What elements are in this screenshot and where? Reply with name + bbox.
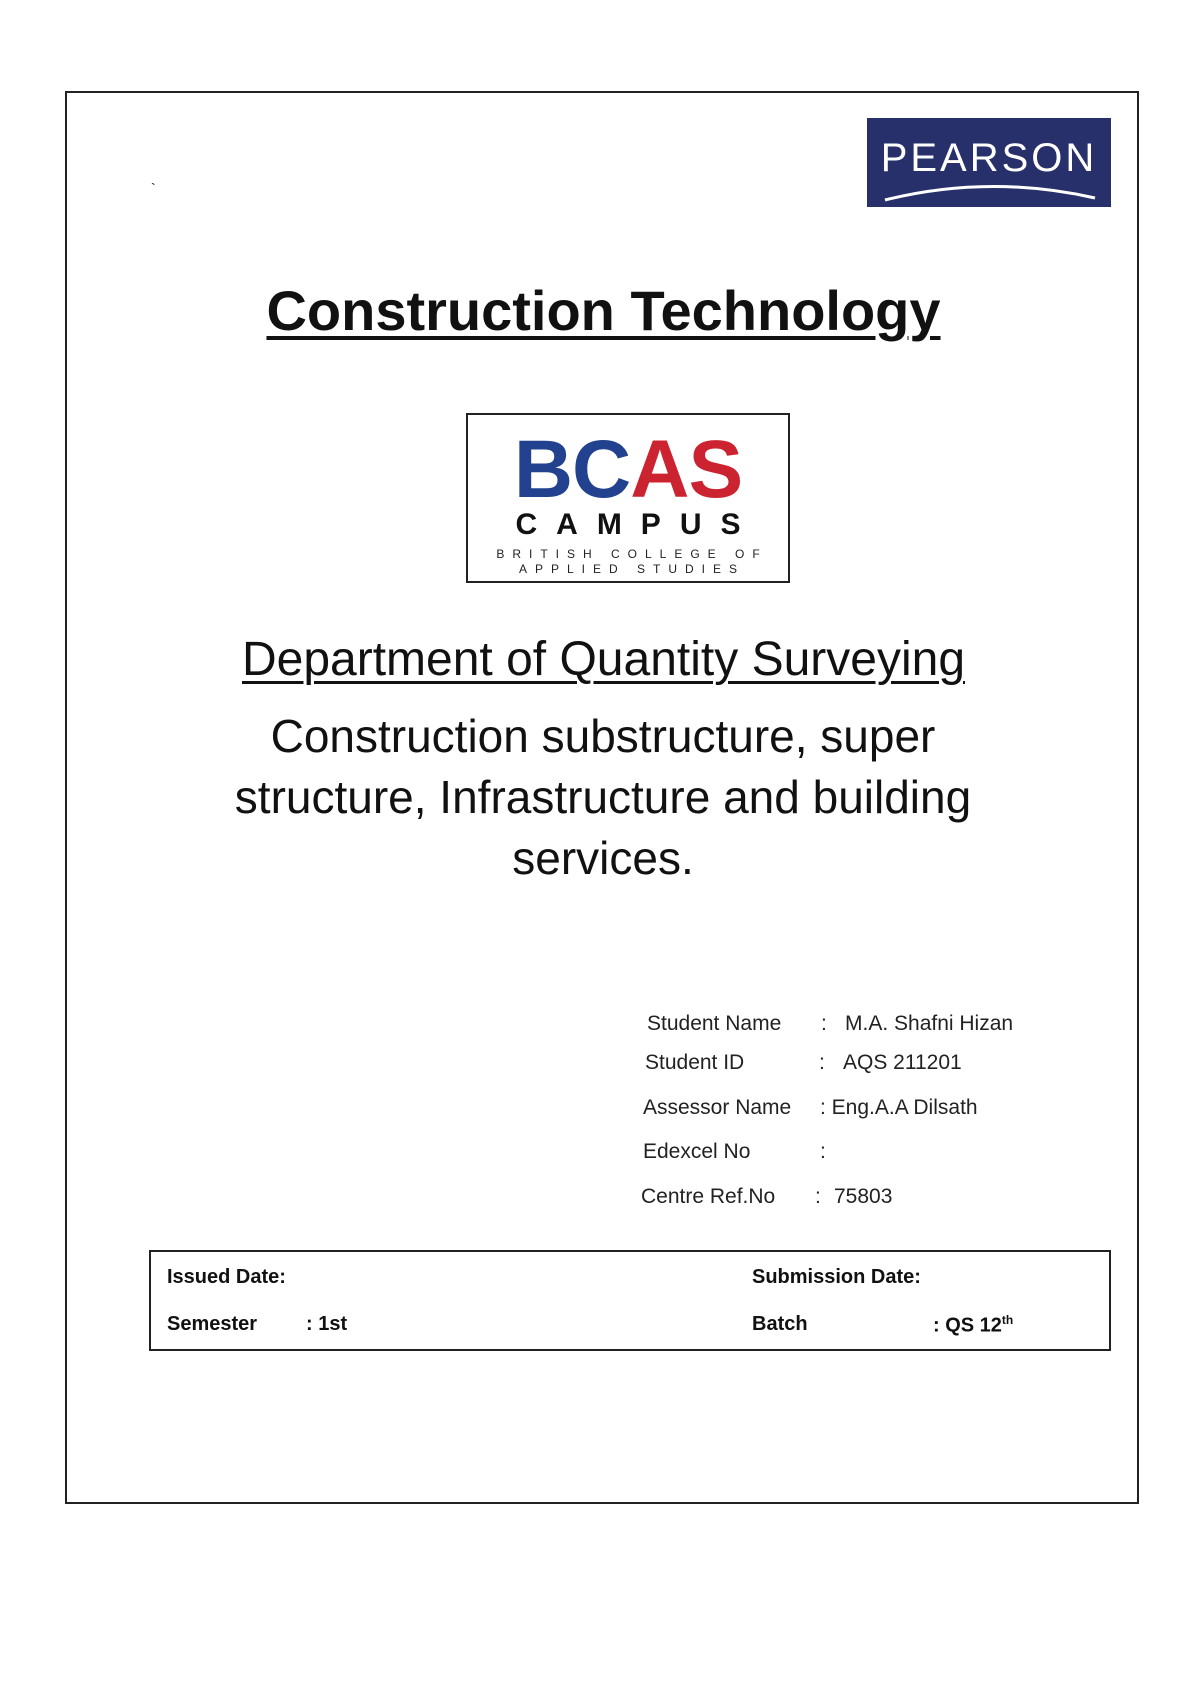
student-id-label: Student ID — [645, 1051, 745, 1074]
pearson-logo-text: PEARSON — [880, 136, 1098, 180]
student-name-value: M.A. Shafni Hizan — [845, 1012, 1014, 1035]
batch-label: Batch — [752, 1313, 808, 1335]
submission-date-label: Submission Date: — [752, 1266, 921, 1288]
edexcel-no-separator: : — [820, 1140, 826, 1163]
batch-superscript: th — [1001, 1313, 1014, 1327]
student-id-value: AQS 211201 — [843, 1051, 962, 1074]
issued-date-label: Issued Date: — [167, 1266, 286, 1288]
bcas-campus-logo — [466, 413, 790, 583]
semester-value: : 1st — [306, 1313, 348, 1335]
department-title: Department of Quantity Surveying — [241, 633, 966, 686]
pearson-swoosh-icon — [867, 118, 1111, 207]
dates-box — [149, 1250, 1111, 1351]
bcas-logo-word: BCAS — [513, 424, 743, 515]
student-id-separator: : — [819, 1051, 825, 1074]
edexcel-no-label: Edexcel No — [643, 1140, 751, 1163]
pearson-logo — [867, 118, 1111, 207]
centre-ref-value: 75803 — [834, 1185, 893, 1208]
bcas-logo-line1: BRITISH COLLEGE OF — [496, 547, 768, 561]
student-name-label: Student Name — [647, 1012, 782, 1035]
bcas-logo-campus: CAMPUS — [515, 508, 760, 541]
batch-value-group — [933, 1313, 1013, 1338]
centre-ref-separator: : — [815, 1185, 821, 1208]
assignment-subtitle: Construction substructure, super structure, Infrastructure and building services. — [234, 710, 972, 884]
semester-label: Semester — [167, 1313, 258, 1335]
centre-ref-label: Centre Ref.No — [641, 1185, 776, 1208]
document-title: Construction Technology — [266, 279, 941, 342]
assessor-name-value: : Eng.A.A Dilsath — [820, 1096, 978, 1119]
bcas-logo-line2: APPLIED STUDIES — [518, 562, 746, 576]
student-name-separator: : — [821, 1012, 827, 1035]
stray-mark: ` — [151, 180, 156, 196]
assessor-name-label: Assessor Name — [643, 1096, 792, 1119]
batch-value: : QS 12 — [933, 1314, 1002, 1337]
